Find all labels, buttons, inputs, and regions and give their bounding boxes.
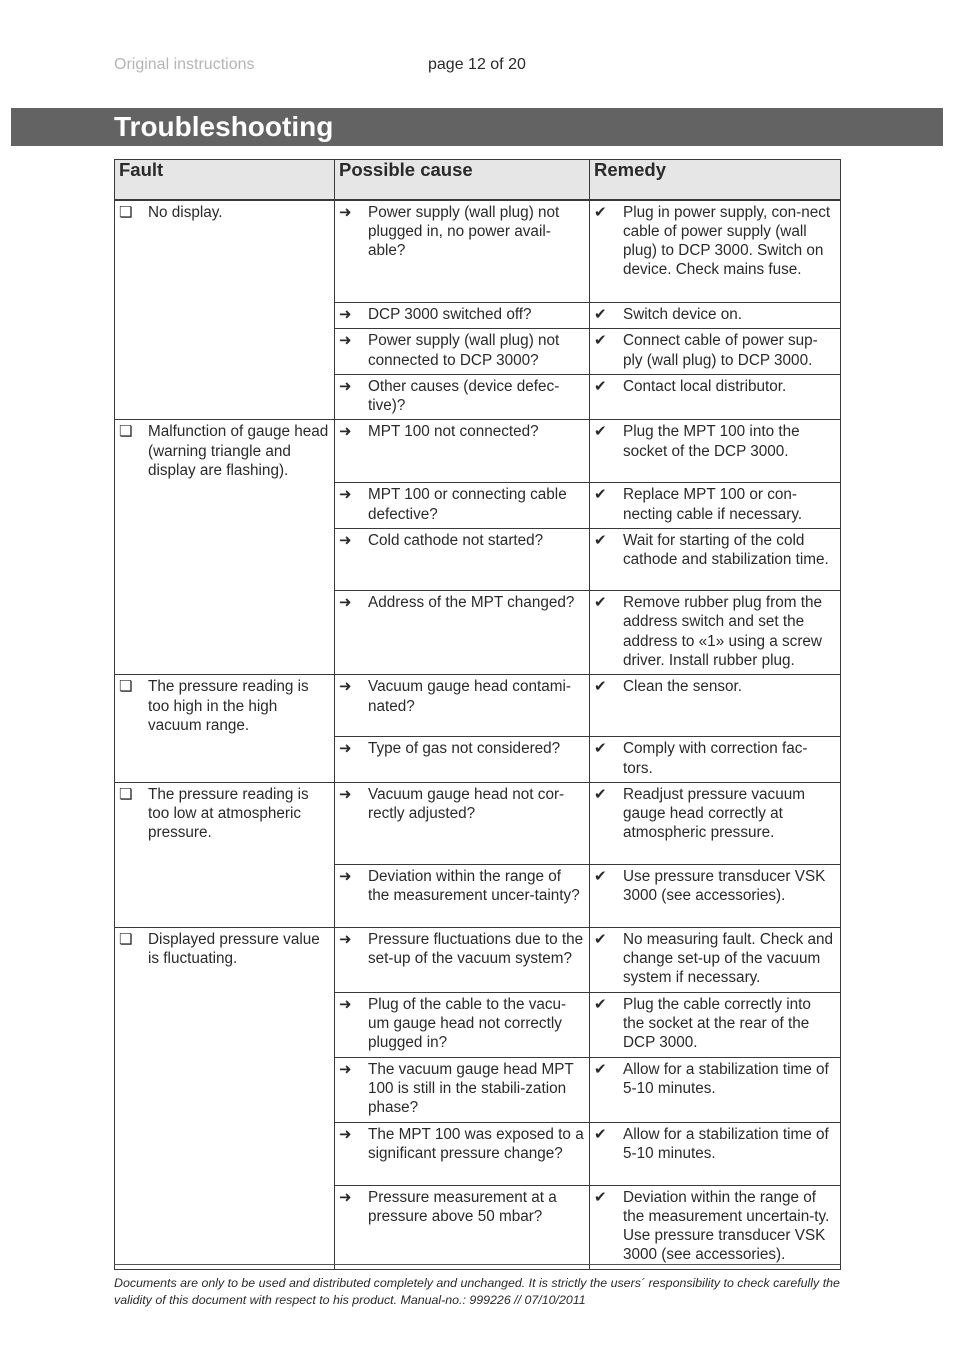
remedy-item — [590, 928, 840, 992]
checkbox-icon: ❏ — [119, 785, 133, 803]
header-doc-type: Original instructions — [114, 56, 255, 73]
remedy-item — [590, 483, 840, 528]
cause-item — [335, 375, 589, 420]
arrow-right-icon: ➜ — [339, 740, 352, 758]
cause-item — [335, 1186, 589, 1231]
arrow-right-icon: ➜ — [339, 203, 352, 221]
cause-cell — [335, 303, 590, 329]
remedy-item — [590, 329, 840, 374]
arrow-right-icon: ➜ — [339, 532, 352, 550]
checkmark-icon: ✔ — [594, 995, 607, 1013]
fault-cell — [115, 420, 335, 675]
remedy-item — [590, 1058, 840, 1103]
checkmark-icon: ✔ — [594, 1125, 607, 1143]
remedy-item-text: Use pressure transducer VSK 3000 (see accessories). — [623, 867, 826, 905]
cause-cell — [335, 329, 590, 375]
cause-item-text: Vacuum gauge head contami-nated? — [368, 678, 571, 715]
arrow-right-icon: ➜ — [339, 1125, 352, 1143]
checkmark-icon: ✔ — [594, 1188, 607, 1206]
fault-cell — [115, 927, 335, 1269]
remedy-item-text: Deviation within the range of the measurement uncertain-ty. Use pressure transducer VSK 3000 (see accessories). — [623, 1188, 830, 1264]
remedy-cell — [590, 591, 841, 675]
remedy-cell — [590, 200, 841, 303]
header-cause: Possible cause — [335, 160, 590, 200]
cause-item-text: Power supply (wall plug) not plugged in, no power avail-able? — [368, 203, 560, 260]
cause-cell — [335, 1185, 590, 1269]
fault-item-text: No display. — [148, 203, 223, 221]
header-remedy: Remedy — [590, 160, 841, 200]
checkmark-icon: ✔ — [594, 785, 607, 803]
cause-item-text: Other causes (device defec-tive)? — [368, 377, 560, 415]
checkmark-icon: ✔ — [594, 678, 607, 696]
table-header-row — [115, 160, 841, 200]
remedy-cell — [590, 992, 841, 1057]
fault-cell — [115, 782, 335, 927]
remedy-item — [590, 420, 840, 465]
fault-item — [115, 783, 334, 847]
cause-item-text: MPT 100 or connecting cable defective? — [368, 486, 567, 523]
table-body — [115, 200, 841, 1270]
cause-cell — [335, 927, 590, 992]
cause-item — [335, 1058, 589, 1122]
remedy-cell — [590, 303, 841, 329]
remedy-item-text: Contact local distributor. — [623, 377, 787, 395]
cause-item — [335, 201, 589, 265]
remedy-item-text: Switch device on. — [623, 306, 743, 323]
troubleshooting-table — [114, 159, 841, 1270]
cause-cell — [335, 864, 590, 927]
arrow-right-icon: ➜ — [339, 930, 352, 948]
remedy-cell — [590, 1122, 841, 1185]
remedy-item-text: Wait for starting of the cold cathode and stabilization time. — [623, 532, 829, 569]
fault-item-text: Malfunction of gauge head (warning triangle and display are flashing). — [148, 423, 329, 480]
checkmark-icon: ✔ — [594, 930, 607, 948]
cause-item — [335, 783, 589, 828]
remedy-cell — [590, 782, 841, 864]
fault-item — [115, 928, 334, 973]
remedy-item — [590, 529, 840, 574]
remedy-item-text: Plug the cable correctly into the socket at the rear of the DCP 3000. — [623, 995, 811, 1052]
remedy-item-text: Readjust pressure vacuum gauge head correctly at atmospheric pressure. — [623, 785, 805, 842]
remedy-item — [590, 1123, 840, 1168]
fault-item — [115, 420, 334, 484]
page-number: page 12 of 20 — [428, 56, 526, 73]
cause-cell — [335, 420, 590, 483]
cause-cell — [335, 1122, 590, 1185]
cause-item-text: DCP 3000 switched off? — [368, 306, 532, 323]
cause-item-text: Address of the MPT changed? — [368, 594, 575, 612]
cause-cell — [335, 374, 590, 420]
fault-item — [115, 201, 334, 226]
remedy-item-text: Allow for a stabilization time of 5-10 minutes. — [623, 1060, 829, 1097]
footer-divider — [114, 1264, 840, 1265]
arrow-right-icon: ➜ — [339, 1060, 352, 1078]
arrow-right-icon: ➜ — [339, 867, 352, 885]
cause-item-text: Vacuum gauge head not cor-rectly adjusted? — [368, 785, 565, 823]
cause-cell — [335, 591, 590, 675]
cause-item-text: The MPT 100 was exposed to a significant pressure change? — [368, 1125, 584, 1162]
cause-cell — [335, 737, 590, 783]
remedy-item-text: Clean the sensor. — [623, 678, 743, 696]
remedy-cell — [590, 374, 841, 420]
cause-item-text: Type of gas not considered? — [368, 740, 561, 758]
remedy-item — [590, 675, 840, 700]
remedy-item-text: Remove rubber plug from the address switch and set the address to «1» using a screw driver. Install rubber plug. — [623, 594, 822, 669]
cause-item — [335, 675, 589, 720]
table-row — [115, 927, 841, 992]
cause-cell — [335, 529, 590, 591]
remedy-item — [590, 303, 840, 328]
remedy-cell — [590, 1185, 841, 1269]
table-row — [115, 782, 841, 864]
cause-item — [335, 928, 589, 973]
cause-item-text: Power supply (wall plug) not connected to DCP 3000? — [368, 332, 560, 369]
remedy-item-text: Plug the MPT 100 into the socket of the DCP 3000. — [623, 423, 800, 460]
fault-item-text: The pressure reading is too high in the high vacuum range. — [148, 678, 309, 734]
cause-item — [335, 303, 589, 328]
checkmark-icon: ✔ — [594, 332, 607, 350]
remedy-cell — [590, 529, 841, 591]
remedy-cell — [590, 864, 841, 927]
checkbox-icon: ❏ — [119, 203, 133, 221]
arrow-right-icon: ➜ — [339, 594, 352, 612]
checkmark-icon: ✔ — [594, 377, 607, 395]
remedy-item-text: Allow for a stabilization time of 5-10 minutes. — [623, 1125, 829, 1162]
remedy-item — [590, 375, 840, 400]
remedy-item — [590, 737, 840, 782]
checkbox-icon: ❏ — [119, 423, 133, 441]
footer-disclaimer: Documents are only to be used and distributed completely and unchanged. It is strictly the users´ responsibility to check carefully the validity of this document with respect to his product. Manual-no.: 999226 // 07/10/2011 — [114, 1276, 840, 1307]
fault-item-text: Displayed pressure value is fluctuating. — [148, 930, 320, 968]
remedy-item-text: Comply with correction fac-tors. — [623, 740, 808, 777]
cause-cell — [335, 483, 590, 529]
cause-item — [335, 1123, 589, 1168]
table-row — [115, 420, 841, 483]
cause-cell — [335, 1057, 590, 1122]
arrow-right-icon: ➜ — [339, 423, 352, 441]
cause-item — [335, 993, 589, 1057]
checkmark-icon: ✔ — [594, 867, 607, 885]
arrow-right-icon: ➜ — [339, 377, 352, 395]
remedy-item — [590, 993, 840, 1057]
remedy-item — [590, 1186, 840, 1269]
fault-item — [115, 675, 334, 739]
checkmark-icon: ✔ — [594, 203, 607, 221]
checkmark-icon: ✔ — [594, 486, 607, 504]
cause-item-text: Cold cathode not started? — [368, 532, 544, 550]
checkmark-icon: ✔ — [594, 532, 607, 550]
remedy-cell — [590, 737, 841, 783]
checkmark-icon: ✔ — [594, 1060, 607, 1078]
cause-cell — [335, 782, 590, 864]
remedy-item — [590, 783, 840, 847]
remedy-cell — [590, 420, 841, 483]
cause-cell — [335, 675, 590, 737]
cause-item — [335, 591, 589, 616]
remedy-item-text: Plug in power supply, con-nect cable of power supply (wall plug) to DCP 3000. Switch on device. Check mains fuse. — [623, 203, 831, 279]
remedy-cell — [590, 1057, 841, 1122]
arrow-right-icon: ➜ — [339, 678, 352, 696]
remedy-item — [590, 591, 840, 674]
cause-item — [335, 420, 589, 445]
remedy-cell — [590, 675, 841, 737]
checkmark-icon: ✔ — [594, 740, 607, 758]
cause-item-text: Pressure measurement at a pressure above 50 mbar? — [368, 1188, 557, 1225]
remedy-cell — [590, 483, 841, 529]
checkmark-icon: ✔ — [594, 306, 607, 323]
arrow-right-icon: ➜ — [339, 1188, 352, 1206]
remedy-item-text: Connect cable of power sup-ply (wall plug) to DCP 3000. — [623, 332, 818, 369]
arrow-right-icon: ➜ — [339, 486, 352, 504]
fault-item-text: The pressure reading is too low at atmospheric pressure. — [148, 785, 309, 842]
table-row — [115, 675, 841, 737]
cause-item — [335, 737, 589, 762]
cause-item-text: MPT 100 not connected? — [368, 423, 539, 441]
table-row — [115, 200, 841, 303]
arrow-right-icon: ➜ — [339, 785, 352, 803]
arrow-right-icon: ➜ — [339, 332, 352, 350]
remedy-item-text: Replace MPT 100 or con-necting cable if necessary. — [623, 486, 803, 523]
remedy-item — [590, 201, 840, 284]
cause-item — [335, 329, 589, 374]
checkbox-icon: ❏ — [119, 930, 133, 948]
cause-item-text: The vacuum gauge head MPT 100 is still in the stabili-zation phase? — [368, 1060, 574, 1117]
remedy-cell — [590, 927, 841, 992]
checkmark-icon: ✔ — [594, 423, 607, 441]
fault-cell — [115, 675, 335, 783]
arrow-right-icon: ➜ — [339, 995, 352, 1013]
cause-item — [335, 529, 589, 554]
title-bar — [11, 108, 943, 146]
cause-item-text: Pressure fluctuations due to the set-up of the vacuum system? — [368, 930, 584, 968]
cause-cell — [335, 200, 590, 303]
cause-item-text: Deviation within the range of the measurement uncer-tainty? — [368, 867, 580, 905]
arrow-right-icon: ➜ — [339, 306, 352, 323]
checkmark-icon: ✔ — [594, 594, 607, 612]
page-title: Troubleshooting — [114, 111, 334, 142]
cause-item — [335, 865, 589, 910]
fault-cell — [115, 200, 335, 420]
cause-item — [335, 483, 589, 528]
header-fault: Fault — [115, 160, 335, 200]
checkbox-icon: ❏ — [119, 678, 133, 696]
remedy-item — [590, 865, 840, 910]
remedy-cell — [590, 329, 841, 375]
cause-cell — [335, 992, 590, 1057]
remedy-item-text: No measuring fault. Check and change set-up of the vacuum system if necessary. — [623, 930, 834, 987]
cause-item-text: Plug of the cable to the vacu-um gauge head not correctly plugged in? — [368, 995, 567, 1052]
